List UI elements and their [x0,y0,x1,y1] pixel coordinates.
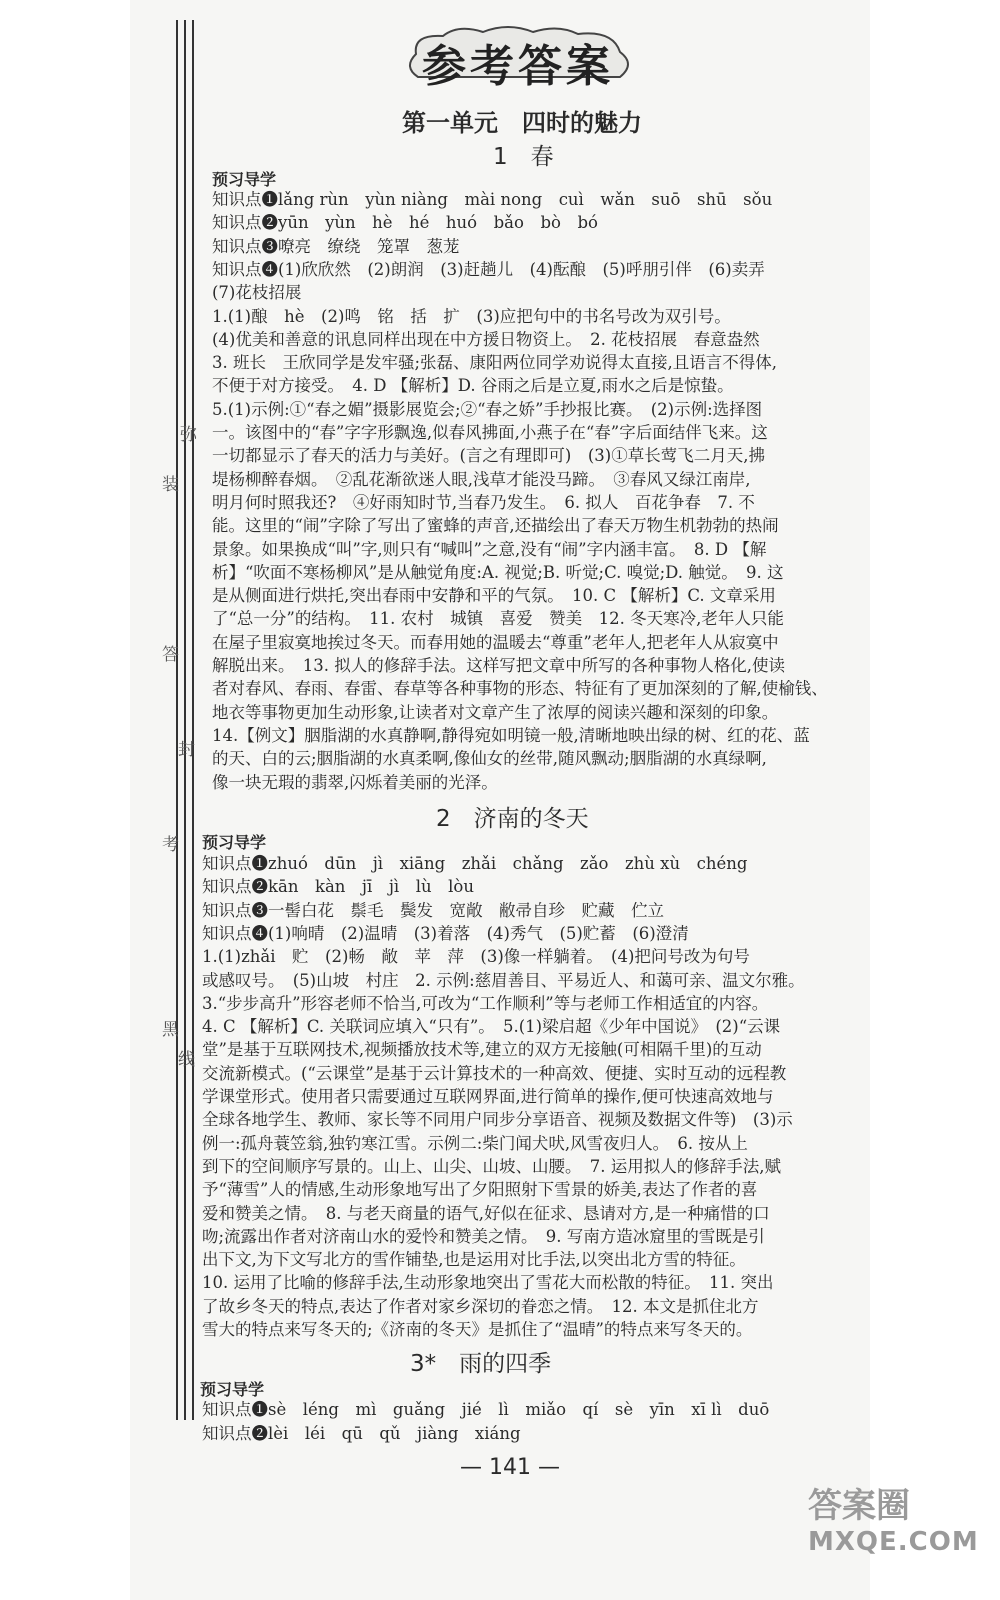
binding-mark: 封 [178,740,195,760]
lesson1-answer-line: 一切都显示了春天的活力与美好。(言之有理即可) (3)①草长莺飞二月天,拂 [212,446,765,466]
lesson1-answer-line: 是从侧面进行烘托,突出春雨中安静和平的气氛。 10. C 【解析】C. 文章采用 [212,586,776,606]
lesson1-answer-line: 5.(1)示例:①“春之媚”摄影展览会;②“春之娇”手抄报比赛。 (2)示例:选择图 [212,399,763,419]
binding-line [176,20,178,1420]
lesson1-answer-line: 1.(1)酿 hè (2)鸣 铭 括 扩 (3)应把句中的书名号改为双引号。 [212,306,731,326]
lesson-2-section-label: 预习导学 [202,833,267,852]
lesson3-answer-line: 知识点❷lèi léi qū qǔ jiàng xiáng [202,1423,521,1443]
answer-banner [398,22,638,92]
lesson1-answer-line: 知识点❷yūn yùn hè hé huó bǎo bò bó [212,213,598,233]
lesson1-answer-line: 解脱出来。 13. 拟人的修辞手法。这样写把文章中所写的各种事物人格化,使读 [212,656,785,675]
lesson2-answer-line: 全球各地学生、教师、家长等不同用户同步分享语音、视频及数据文件等) (3)示 [202,1110,793,1130]
lesson-3-section-label: 预习导学 [200,1380,265,1399]
lesson1-answer-line: 知识点❹(1)欣欣然 (2)朗润 (3)赶趟儿 (4)酝酿 (5)呼朋引伴 (6)卖弄 [212,259,765,279]
binding-mark: 黑 [162,1020,179,1040]
lesson1-answer-line: 知识点❶lǎng rùn yùn niàng mài nong cuì wǎn suō shū sǒu [212,190,773,209]
binding-line [192,20,194,1420]
lesson2-answer-line: 了故乡冬天的特点,表达了作者对家乡深切的眷恋之情。 12. 本文是抓住北方 [202,1296,759,1316]
binding-mark: 考 [162,835,179,855]
lesson2-answer-line: 或感叹号。 (5)山坡 村庄 2. 示例:慈眉善目、平易近人、和蔼可亲、温文尔雅。 [202,970,805,990]
lesson2-answer-line: 学课堂形式。使用者只需要通过互联网界面,进行简单的操作,便可快速高效地与 [202,1087,774,1106]
page-number: — 141 — [460,1455,560,1480]
lesson1-answer-line: (7)花枝招展 [212,283,302,303]
lesson1-answer-line: 能。这里的“闹”字除了写出了蜜蜂的声音,还描绘出了春天万物生机勃勃的热闹 [212,516,779,536]
lesson-3-title: 3* 雨的四季 [410,1351,552,1377]
lesson1-answer-line: 3. 班长 王欣同学是发牢骚;张磊、康阳两位同学劝说得太直接,且语言不得体, [212,353,778,373]
banner-title: 参考答案 [422,41,614,92]
lesson1-answer-line: 地衣等事物更加生动形象,让读者对文章产生了浓厚的阅读兴趣和深刻的印象。 [212,702,779,722]
lesson1-answer-line: (4)优美和善意的讯息同样出现在中方援日物资上。 2. 花枝招展 春意盎然 [212,329,760,349]
lesson2-answer-line: 堂”是基于互联网技术,视频播放技术等,建立的双方无接触(可相隔千里)的互动 [202,1040,762,1060]
lesson-1-section-label: 预习导学 [212,170,277,189]
lesson-1-title: 1 春 [493,144,554,170]
lesson1-answer-line: 堤杨柳醉春烟。 ②乱花渐欲迷人眼,浅草才能没马蹄。 ③春风又绿江南岸, [212,469,751,489]
binding-mark: 线 [178,1050,195,1070]
lesson2-answer-line: 出下文,为下文写北方的雪作铺垫,也是运用对比手法,以突出北方雪的特征。 [202,1250,746,1270]
unit-title: 第一单元 四时的魅力 [402,109,642,137]
lesson2-answer-line: 交流新模式。(“云课堂”是基于云计算技术的一种高效、便捷、实时互动的远程教 [202,1063,787,1083]
lesson2-answer-line: 予“薄雪”人的情感,生动形象地写出了夕阳照射下雪景的娇美,表达了作者的喜 [202,1180,758,1200]
lesson2-answer-line: 知识点❸一髻白花 鬃毛 鬓发 宽敞 敝帚自珍 贮藏 伫立 [202,900,664,920]
lesson-2-title: 2 济南的冬天 [436,806,589,832]
lesson1-answer-line: 在屋子里寂寞地挨过冬天。而春用她的温暖去“尊重”老年人,把老年人从寂寞中 [212,632,779,652]
watermark-bottom: MXQE.COM [808,1527,979,1557]
lesson2-answer-line: 知识点❹(1)响晴 (2)温晴 (3)着落 (4)秀气 (5)贮蓄 (6)澄清 [202,923,689,943]
lesson1-answer-line: 14.【例文】胭脂湖的水真静啊,静得宛如明镜一般,清晰地映出绿的树、红的花、蓝 [212,725,810,745]
lesson2-answer-line: 爱和赞美之情。 8. 与老天商量的语气,好似在征求、恳请对方,是一种痛惜的口 [202,1203,770,1223]
lesson1-answer-line: 景象。如果换成“叫”字,则只有“喊叫”之意,没有“闹”字内涵丰富。 8. D 【解 [212,539,767,559]
lesson1-answer-line: 的天、白的云;胭脂湖的水真柔啊,像仙女的丝带,随风飘动;胭脂湖的水真绿啊, [212,749,767,769]
lesson2-answer-line: 吻;流露出作者对济南山水的爱怜和赞美之情。 9. 写南方造冰窟里的雪既是引 [202,1226,765,1246]
lesson2-answer-line: 3.“步步高升”形容老师不恰当,可改为“工作顺利”等与老师工作相适宜的内容。 [202,993,769,1013]
lesson2-answer-line: 4. C 【解析】C. 关联词应填入“只有”。 5.(1)梁启超《少年中国说》 (2)“云课 [202,1017,781,1037]
lesson2-answer-line: 10. 运用了比喻的修辞手法,生动形象地突出了雪花大而松散的特征。 11. 突出 [202,1273,774,1293]
lesson2-answer-line: 1.(1)zhǎi 贮 (2)畅 敞 苹 萍 (3)像一样躺着。 (4)把问号改为句号 [202,947,750,967]
lesson3-answer-line: 知识点❶sè léng mì guǎng jié lì miǎo qí sè yīn xī lì duō [202,1400,770,1419]
lesson2-answer-line: 雪大的特点来写冬天的;《济南的冬天》是抓住了“温晴”的特点来写冬天的。 [202,1320,753,1339]
lesson1-answer-line: 析】“吹面不寒杨柳风”是从触觉角度:A. 视觉;B. 听觉;C. 嗅觉;D. 触觉。 9. 这 [212,562,784,582]
lesson1-answer-line: 不便于对方接受。 4. D 【解析】D. 谷雨之后是立夏,雨水之后是惊蛰。 [212,376,734,396]
lesson2-answer-line: 到下的空间顺序写景的。山上、山尖、山坡、山腰。 7. 运用拟人的修辞手法,赋 [202,1156,781,1176]
lesson2-answer-line: 知识点❶zhuó dūn jì xiāng zhǎi chǎng zǎo zhù xù chéng [202,854,748,873]
lesson1-answer-line: 了“总一分”的结构。 11. 农村 城镇 喜爱 赞美 12. 冬天寒冷,老年人只能 [212,609,784,629]
lesson1-answer-line: 者对春风、春雨、春雷、春草等各种事物的形态、特征有了更加深刻的了解,使榆钱、 [212,679,828,699]
binding-mark: 装 [162,475,179,495]
lesson1-answer-line: 像一块无瑕的翡翠,闪烁着美丽的光泽。 [212,772,498,792]
binding-line [184,20,186,1420]
lesson2-answer-line: 例一:孤舟蓑笠翁,独钓寒江雪。示例二:柴门闻犬吠,风雪夜归人。 6. 按从上 [202,1133,748,1153]
binding-mark: 答 [162,645,179,665]
watermark-logo [808,1478,978,1578]
lesson1-answer-line: 明月何时照我还? ④好雨知时节,当春乃发生。 6. 拟人 百花争春 7. 不 [212,492,755,512]
lesson1-answer-line: 一。该图中的“春”字字形飘逸,似春风拂面,小燕子在“春”字后面结伴飞来。这 [212,423,768,442]
watermark-top: 答案圈 [808,1486,910,1526]
lesson1-answer-line: 知识点❸嘹亮 缭绕 笼罩 葱茏 [212,236,460,256]
binding-mark: 弥 [180,425,197,445]
lesson2-answer-line: 知识点❷kān kàn jī jì lù lòu [202,877,474,897]
